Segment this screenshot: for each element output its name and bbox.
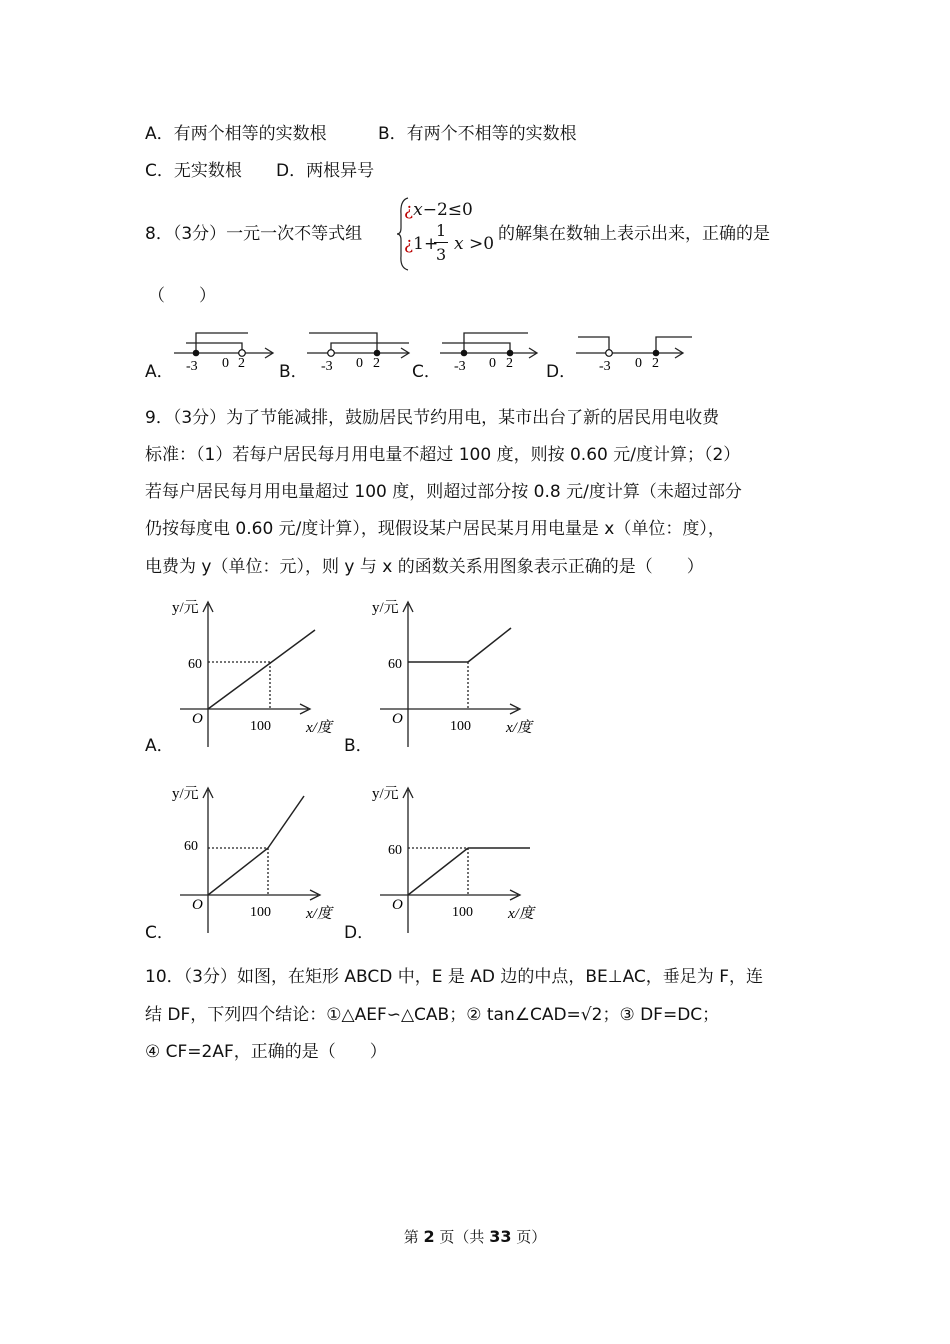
q9-line-3: 若每户居民每月用电量超过 100 度，则超过部分按 0.8 元/度计算（未超过部分 [145, 482, 742, 502]
q8-fraction-bar [434, 242, 448, 243]
tick-label: -3 [186, 359, 198, 374]
q7-option-b: B．有两个不相等的实数根 [378, 124, 577, 144]
q9-line-1: 9．（3分）为了节能减排，鼓励居民节约用电，某市出台了新的居民用电收费 [145, 408, 720, 428]
q8-fraction-numerator: 1 [436, 221, 447, 240]
origin-label: O [392, 711, 403, 727]
q8-numberline-b [305, 326, 415, 376]
tick-label: 2 [506, 356, 513, 371]
q8-label-b: B． [279, 362, 308, 382]
q8-inequality-2-rest: x >0 [454, 234, 495, 254]
x-axis-label: x/度 [506, 720, 532, 736]
q10-sqrt: √2 [580, 1005, 603, 1025]
tick-label: 2 [238, 356, 245, 371]
q8-inequality-1: ¿x−2≤0 [404, 200, 473, 220]
q9-label-d: D． [344, 923, 375, 943]
q8-answer-paren: （ ） [148, 286, 216, 306]
x-tick-label: 100 [452, 905, 473, 920]
q10-line-1: 10．（3分）如图，在矩形 ABCD 中，E 是 AD 边的中点，BE⊥AC，垂足为 F，连 [145, 967, 763, 987]
tick-label: 2 [373, 356, 380, 371]
q9-graph-b [370, 592, 550, 752]
y-axis-label: y/元 [372, 786, 399, 802]
q10-line-2-a: 结 DF，下列四个结论：①△AEF∽△CAB；② tan∠CAD= [145, 1005, 581, 1025]
y-tick-label: 60 [188, 657, 202, 672]
tick-label: -3 [599, 359, 611, 374]
y-tick-label: 60 [388, 843, 402, 858]
q9-label-b: B． [344, 736, 373, 756]
tick-label: -3 [454, 359, 466, 374]
y-axis-label: y/元 [372, 600, 399, 616]
q8-fraction-denominator: 3 [436, 245, 447, 264]
tick-label: 0 [635, 356, 642, 371]
y-axis-label: y/元 [172, 600, 199, 616]
x-tick-label: 100 [250, 905, 271, 920]
page-footer: 第 2 页（共 33 页） [403, 1227, 547, 1246]
q9-graph-c [170, 778, 350, 938]
q8-label-c: C． [412, 362, 441, 382]
q8-label-a: A． [145, 362, 174, 382]
q10-line-3: ④ CF=2AF，正确的是（ ） [145, 1042, 387, 1062]
q9-graph-a [170, 592, 350, 752]
q7-option-c: C．无实数根 [145, 161, 242, 181]
tick-label: 0 [222, 356, 229, 371]
tick-label: 0 [489, 356, 496, 371]
q7-option-a: A．有两个相等的实数根 [145, 124, 327, 144]
q10-line-2-b: ；③ DF=DC； [602, 1005, 720, 1025]
q8-inequality-2: ¿1+ [404, 234, 439, 254]
x-axis-label: x/度 [508, 906, 534, 922]
q9-line-2: 标准：（1）若每户居民每月用电量不超过 100 度，则按 0.60 元/度计算；（2） [145, 445, 741, 465]
tick-label: 0 [356, 356, 363, 371]
q8-numberline-a [172, 326, 278, 376]
q9-line-5: 电费为 y（单位：元），则 y 与 x 的函数关系用图象表示正确的是（ ） [145, 557, 704, 577]
q8-label-d: D． [546, 362, 577, 382]
q10-line-2 [145, 1004, 719, 1026]
q7-option-d: D．两根异号 [276, 161, 375, 181]
q9-graph-d [370, 778, 550, 938]
x-tick-label: 100 [250, 719, 271, 734]
q9-label-a: A． [145, 736, 174, 756]
origin-label: O [192, 897, 203, 913]
origin-label: O [192, 711, 203, 727]
y-tick-label: 60 [388, 657, 402, 672]
y-tick-label: 60 [184, 839, 198, 854]
q8-numberline-d [574, 326, 694, 376]
x-axis-label: x/度 [306, 906, 332, 922]
tick-label: 2 [652, 356, 659, 371]
origin-label: O [392, 897, 403, 913]
q8-suffix: 的解集在数轴上表示出来，正确的是 [498, 224, 770, 244]
x-tick-label: 100 [450, 719, 471, 734]
q9-line-4: 仍按每度电 0.60 元/度计算），现假设某户居民某月用电量是 x（单位：度）， [145, 519, 725, 539]
x-axis-label: x/度 [306, 720, 332, 736]
q8-prefix: 8．（3分）一元一次不等式组 [145, 224, 363, 244]
tick-label: -3 [321, 359, 333, 374]
q8-numberline-c [438, 326, 544, 376]
y-axis-label: y/元 [172, 786, 199, 802]
q9-label-c: C． [145, 923, 174, 943]
